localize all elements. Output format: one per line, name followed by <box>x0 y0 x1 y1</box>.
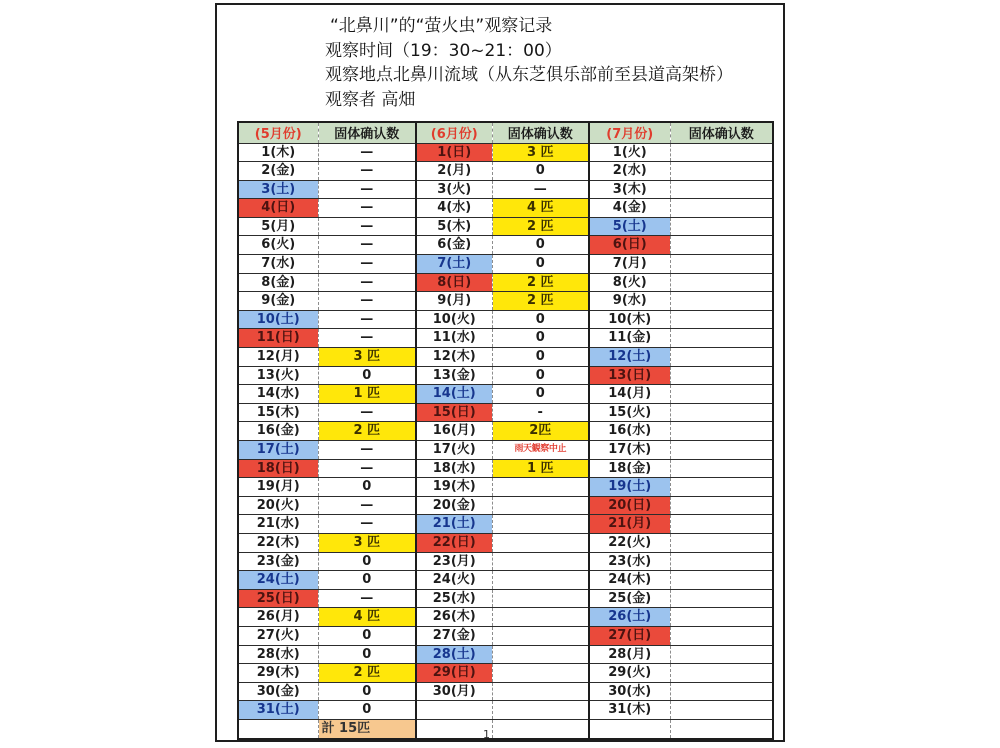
count-cell <box>670 255 773 274</box>
count-cell <box>670 441 773 460</box>
date-cell: 15(火) <box>589 403 670 422</box>
date-cell: 29(木) <box>238 664 318 683</box>
count-cell <box>670 180 773 199</box>
date-cell: 29(日) <box>416 664 492 683</box>
count-cell: 0 <box>318 701 416 720</box>
count-cell: 4 匹 <box>318 608 416 627</box>
count-cell <box>670 366 773 385</box>
date-cell: 30(月) <box>416 682 492 701</box>
count-cell: — <box>318 180 416 199</box>
count-cell <box>670 496 773 515</box>
date-cell: 10(土) <box>238 310 318 329</box>
count-cell: - <box>492 403 589 422</box>
count-cell <box>492 626 589 645</box>
date-cell <box>589 719 670 738</box>
table-row <box>238 180 773 199</box>
table-row <box>238 255 773 274</box>
count-cell: — <box>318 217 416 236</box>
date-cell: 8(日) <box>416 273 492 292</box>
count-cell <box>670 682 773 701</box>
date-cell: 2(金) <box>238 162 318 181</box>
count-cell <box>492 552 589 571</box>
table-row <box>238 199 773 218</box>
date-cell: 21(土) <box>416 515 492 534</box>
date-cell: 30(水) <box>589 682 670 701</box>
date-cell: 17(土) <box>238 441 318 460</box>
date-cell: 2(水) <box>589 162 670 181</box>
table-row <box>238 496 773 515</box>
title-line-time: 观察时间（19：30~21：00） <box>325 40 562 61</box>
date-cell: 22(木) <box>238 533 318 552</box>
table-row <box>238 626 773 645</box>
date-cell: 7(月) <box>589 255 670 274</box>
table-row <box>238 459 773 478</box>
table-row <box>238 329 773 348</box>
count-cell <box>492 571 589 590</box>
date-cell: 13(日) <box>589 366 670 385</box>
count-cell: — <box>492 180 589 199</box>
date-cell <box>416 701 492 720</box>
count-cell <box>492 645 589 664</box>
date-cell: 25(日) <box>238 589 318 608</box>
observation-table <box>237 121 774 740</box>
count-cell <box>492 515 589 534</box>
date-cell: 21(水) <box>238 515 318 534</box>
observation-table-header <box>238 122 773 143</box>
table-row <box>238 236 773 255</box>
count-cell: — <box>318 236 416 255</box>
date-cell: 23(金) <box>238 552 318 571</box>
observation-table-body <box>238 143 773 739</box>
table-row <box>238 533 773 552</box>
title-line-place: 观察地点北鼻川流域（从东芝俱乐部前至县道高架桥） <box>325 65 733 85</box>
date-cell: 24(土) <box>238 571 318 590</box>
date-cell: 27(金) <box>416 626 492 645</box>
table-row <box>238 552 773 571</box>
table-row <box>238 217 773 236</box>
date-cell: 15(日) <box>416 403 492 422</box>
count-cell <box>492 608 589 627</box>
count-cell: — <box>318 589 416 608</box>
count-cell: 0 <box>318 682 416 701</box>
count-cell: 2匹 <box>492 422 589 441</box>
date-cell: 1(木) <box>238 143 318 162</box>
date-cell: 25(金) <box>589 589 670 608</box>
month-header: (7月份) <box>589 122 670 143</box>
date-cell: 12(木) <box>416 348 492 367</box>
count-cell <box>492 478 589 497</box>
date-cell: 12(月) <box>238 348 318 367</box>
date-cell: 6(火) <box>238 236 318 255</box>
count-cell: — <box>318 292 416 311</box>
date-cell: 13(火) <box>238 366 318 385</box>
date-cell: 17(木) <box>589 441 670 460</box>
table-row <box>238 292 773 311</box>
date-cell: 8(金) <box>238 273 318 292</box>
count-cell <box>670 515 773 534</box>
count-cell <box>670 403 773 422</box>
count-cell: 0 <box>492 236 589 255</box>
date-cell <box>416 719 492 741</box>
date-cell: 18(水) <box>416 459 492 478</box>
table-row <box>238 310 773 329</box>
count-cell <box>670 162 773 181</box>
date-cell: 3(木) <box>589 180 670 199</box>
date-cell: 24(火) <box>416 571 492 590</box>
table-row <box>238 719 773 738</box>
date-cell: 26(土) <box>589 608 670 627</box>
date-cell: 21(月) <box>589 515 670 534</box>
count-cell <box>670 310 773 329</box>
date-cell: 6(日) <box>589 236 670 255</box>
count-cell <box>670 533 773 552</box>
count-cell: 0 <box>492 348 589 367</box>
count-cell <box>670 608 773 627</box>
date-cell: 17(火) <box>416 441 492 460</box>
date-cell: 19(木) <box>416 478 492 497</box>
count-cell: 2 匹 <box>318 664 416 683</box>
count-cell: 2 匹 <box>492 292 589 311</box>
count-cell <box>670 719 773 738</box>
table-row <box>238 385 773 404</box>
date-cell: 11(日) <box>238 329 318 348</box>
count-cell: 3 匹 <box>492 143 589 162</box>
count-cell: — <box>318 515 416 534</box>
page-number: 1 <box>483 728 490 741</box>
date-cell: 12(土) <box>589 348 670 367</box>
count-header: 固体确认数 <box>670 122 773 143</box>
date-cell: 16(月) <box>416 422 492 441</box>
count-cell <box>492 496 589 515</box>
count-cell <box>492 533 589 552</box>
date-cell: 26(木) <box>416 608 492 627</box>
date-cell: 4(金) <box>589 199 670 218</box>
date-cell: 18(日) <box>238 459 318 478</box>
count-cell: — <box>318 459 416 478</box>
count-cell: — <box>318 199 416 218</box>
table-row <box>238 441 773 460</box>
count-cell: — <box>318 255 416 274</box>
count-cell <box>670 664 773 683</box>
count-cell: 0 <box>492 310 589 329</box>
month-header: (5月份) <box>238 122 318 143</box>
count-cell: 4 匹 <box>492 199 589 218</box>
date-cell: 19(月) <box>238 478 318 497</box>
date-cell: 26(月) <box>238 608 318 627</box>
table-row <box>238 664 773 683</box>
table-row <box>238 589 773 608</box>
count-cell <box>670 292 773 311</box>
count-cell: — <box>318 329 416 348</box>
count-cell: 0 <box>492 385 589 404</box>
count-cell: 2 匹 <box>492 273 589 292</box>
date-cell <box>238 719 318 738</box>
count-cell <box>670 589 773 608</box>
date-cell: 10(火) <box>416 310 492 329</box>
count-cell: 0 <box>318 626 416 645</box>
count-cell <box>670 645 773 664</box>
date-cell: 14(水) <box>238 385 318 404</box>
date-cell: 14(月) <box>589 385 670 404</box>
count-cell <box>670 273 773 292</box>
date-cell: 18(金) <box>589 459 670 478</box>
count-cell: — <box>318 273 416 292</box>
count-cell: 0 <box>492 329 589 348</box>
date-cell: 25(水) <box>416 589 492 608</box>
count-cell <box>670 217 773 236</box>
count-cell <box>670 459 773 478</box>
count-cell <box>670 422 773 441</box>
date-cell: 1(火) <box>589 143 670 162</box>
date-cell: 7(水) <box>238 255 318 274</box>
count-cell: 0 <box>318 478 416 497</box>
date-cell: 7(土) <box>416 255 492 274</box>
date-cell: 5(月) <box>238 217 318 236</box>
count-cell: 0 <box>318 366 416 385</box>
count-cell: — <box>318 496 416 515</box>
table-row <box>238 571 773 590</box>
title-line-main: “北鼻川”的“萤火虫”观察记录 <box>330 16 553 36</box>
date-cell: 19(土) <box>589 478 670 497</box>
count-cell <box>670 552 773 571</box>
date-cell: 9(金) <box>238 292 318 311</box>
date-cell: 15(木) <box>238 403 318 422</box>
table-row <box>238 143 773 162</box>
count-cell <box>670 701 773 720</box>
count-cell <box>670 199 773 218</box>
date-cell: 9(月) <box>416 292 492 311</box>
date-cell: 24(木) <box>589 571 670 590</box>
count-cell <box>670 329 773 348</box>
date-cell: 31(土) <box>238 701 318 720</box>
date-cell: 1(日) <box>416 143 492 162</box>
table-row <box>238 608 773 627</box>
date-cell: 2(月) <box>416 162 492 181</box>
table-row <box>238 273 773 292</box>
count-cell <box>670 571 773 590</box>
count-cell: — <box>318 143 416 162</box>
count-cell <box>492 719 589 738</box>
count-cell <box>492 701 589 720</box>
date-cell: 22(火) <box>589 533 670 552</box>
date-cell: 20(金) <box>416 496 492 515</box>
count-cell: — <box>318 162 416 181</box>
table-row <box>238 162 773 181</box>
date-cell: 31(木) <box>589 701 670 720</box>
date-cell: 10(木) <box>589 310 670 329</box>
count-cell <box>670 385 773 404</box>
date-cell: 3(火) <box>416 180 492 199</box>
document-page <box>215 3 785 742</box>
date-cell: 28(水) <box>238 645 318 664</box>
date-cell: 14(土) <box>416 385 492 404</box>
table-row <box>238 422 773 441</box>
count-cell: 0 <box>492 366 589 385</box>
count-cell: 1 匹 <box>492 459 589 478</box>
table-row <box>238 682 773 701</box>
count-cell: — <box>318 310 416 329</box>
count-cell: 0 <box>492 162 589 181</box>
date-cell: 11(水) <box>416 329 492 348</box>
count-cell: 0 <box>318 645 416 664</box>
count-cell: 2 匹 <box>492 217 589 236</box>
date-cell: 20(火) <box>238 496 318 515</box>
count-cell <box>670 236 773 255</box>
count-cell: 2 匹 <box>318 422 416 441</box>
date-cell: 28(土) <box>416 645 492 664</box>
count-cell: 3 匹 <box>318 533 416 552</box>
table-row <box>238 515 773 534</box>
date-cell: 11(金) <box>589 329 670 348</box>
date-cell: 23(水) <box>589 552 670 571</box>
date-cell: 28(月) <box>589 645 670 664</box>
table-row <box>238 701 773 720</box>
count-header: 固体确认数 <box>318 122 416 143</box>
date-cell: 5(木) <box>416 217 492 236</box>
date-cell: 9(水) <box>589 292 670 311</box>
title-line-observer: 观察者 高畑 <box>325 89 416 110</box>
count-cell <box>492 664 589 683</box>
date-cell: 27(日) <box>589 626 670 645</box>
count-cell <box>492 682 589 701</box>
date-cell: 6(金) <box>416 236 492 255</box>
date-cell: 4(水) <box>416 199 492 218</box>
table-row <box>238 478 773 497</box>
count-cell: 3 匹 <box>318 348 416 367</box>
count-header: 固体确认数 <box>492 122 589 143</box>
table-row <box>238 366 773 385</box>
document-title-block <box>325 14 733 112</box>
count-cell: 0 <box>318 571 416 590</box>
date-cell: 16(金) <box>238 422 318 441</box>
count-cell <box>670 348 773 367</box>
count-cell: 1 匹 <box>318 385 416 404</box>
date-cell: 13(金) <box>416 366 492 385</box>
date-cell: 16(水) <box>589 422 670 441</box>
count-cell: 計 15匹 <box>318 719 416 738</box>
date-cell: 22(日) <box>416 533 492 552</box>
date-cell: 29(火) <box>589 664 670 683</box>
date-cell: 3(土) <box>238 180 318 199</box>
count-cell <box>492 589 589 608</box>
count-cell <box>670 143 773 162</box>
count-cell <box>670 478 773 497</box>
date-cell: 30(金) <box>238 682 318 701</box>
count-cell: — <box>318 403 416 422</box>
count-cell: — <box>318 441 416 460</box>
table-row <box>238 348 773 367</box>
date-cell: 20(日) <box>589 496 670 515</box>
count-cell <box>670 626 773 645</box>
date-cell: 27(火) <box>238 626 318 645</box>
date-cell: 8(火) <box>589 273 670 292</box>
month-header: (6月份) <box>416 122 492 143</box>
count-cell: 0 <box>492 255 589 274</box>
date-cell: 4(日) <box>238 199 318 218</box>
date-cell: 5(土) <box>589 217 670 236</box>
table-row <box>238 645 773 664</box>
date-cell: 23(月) <box>416 552 492 571</box>
count-cell: 雨天観察中止 <box>492 441 589 460</box>
table-row <box>238 403 773 422</box>
count-cell: 0 <box>318 552 416 571</box>
